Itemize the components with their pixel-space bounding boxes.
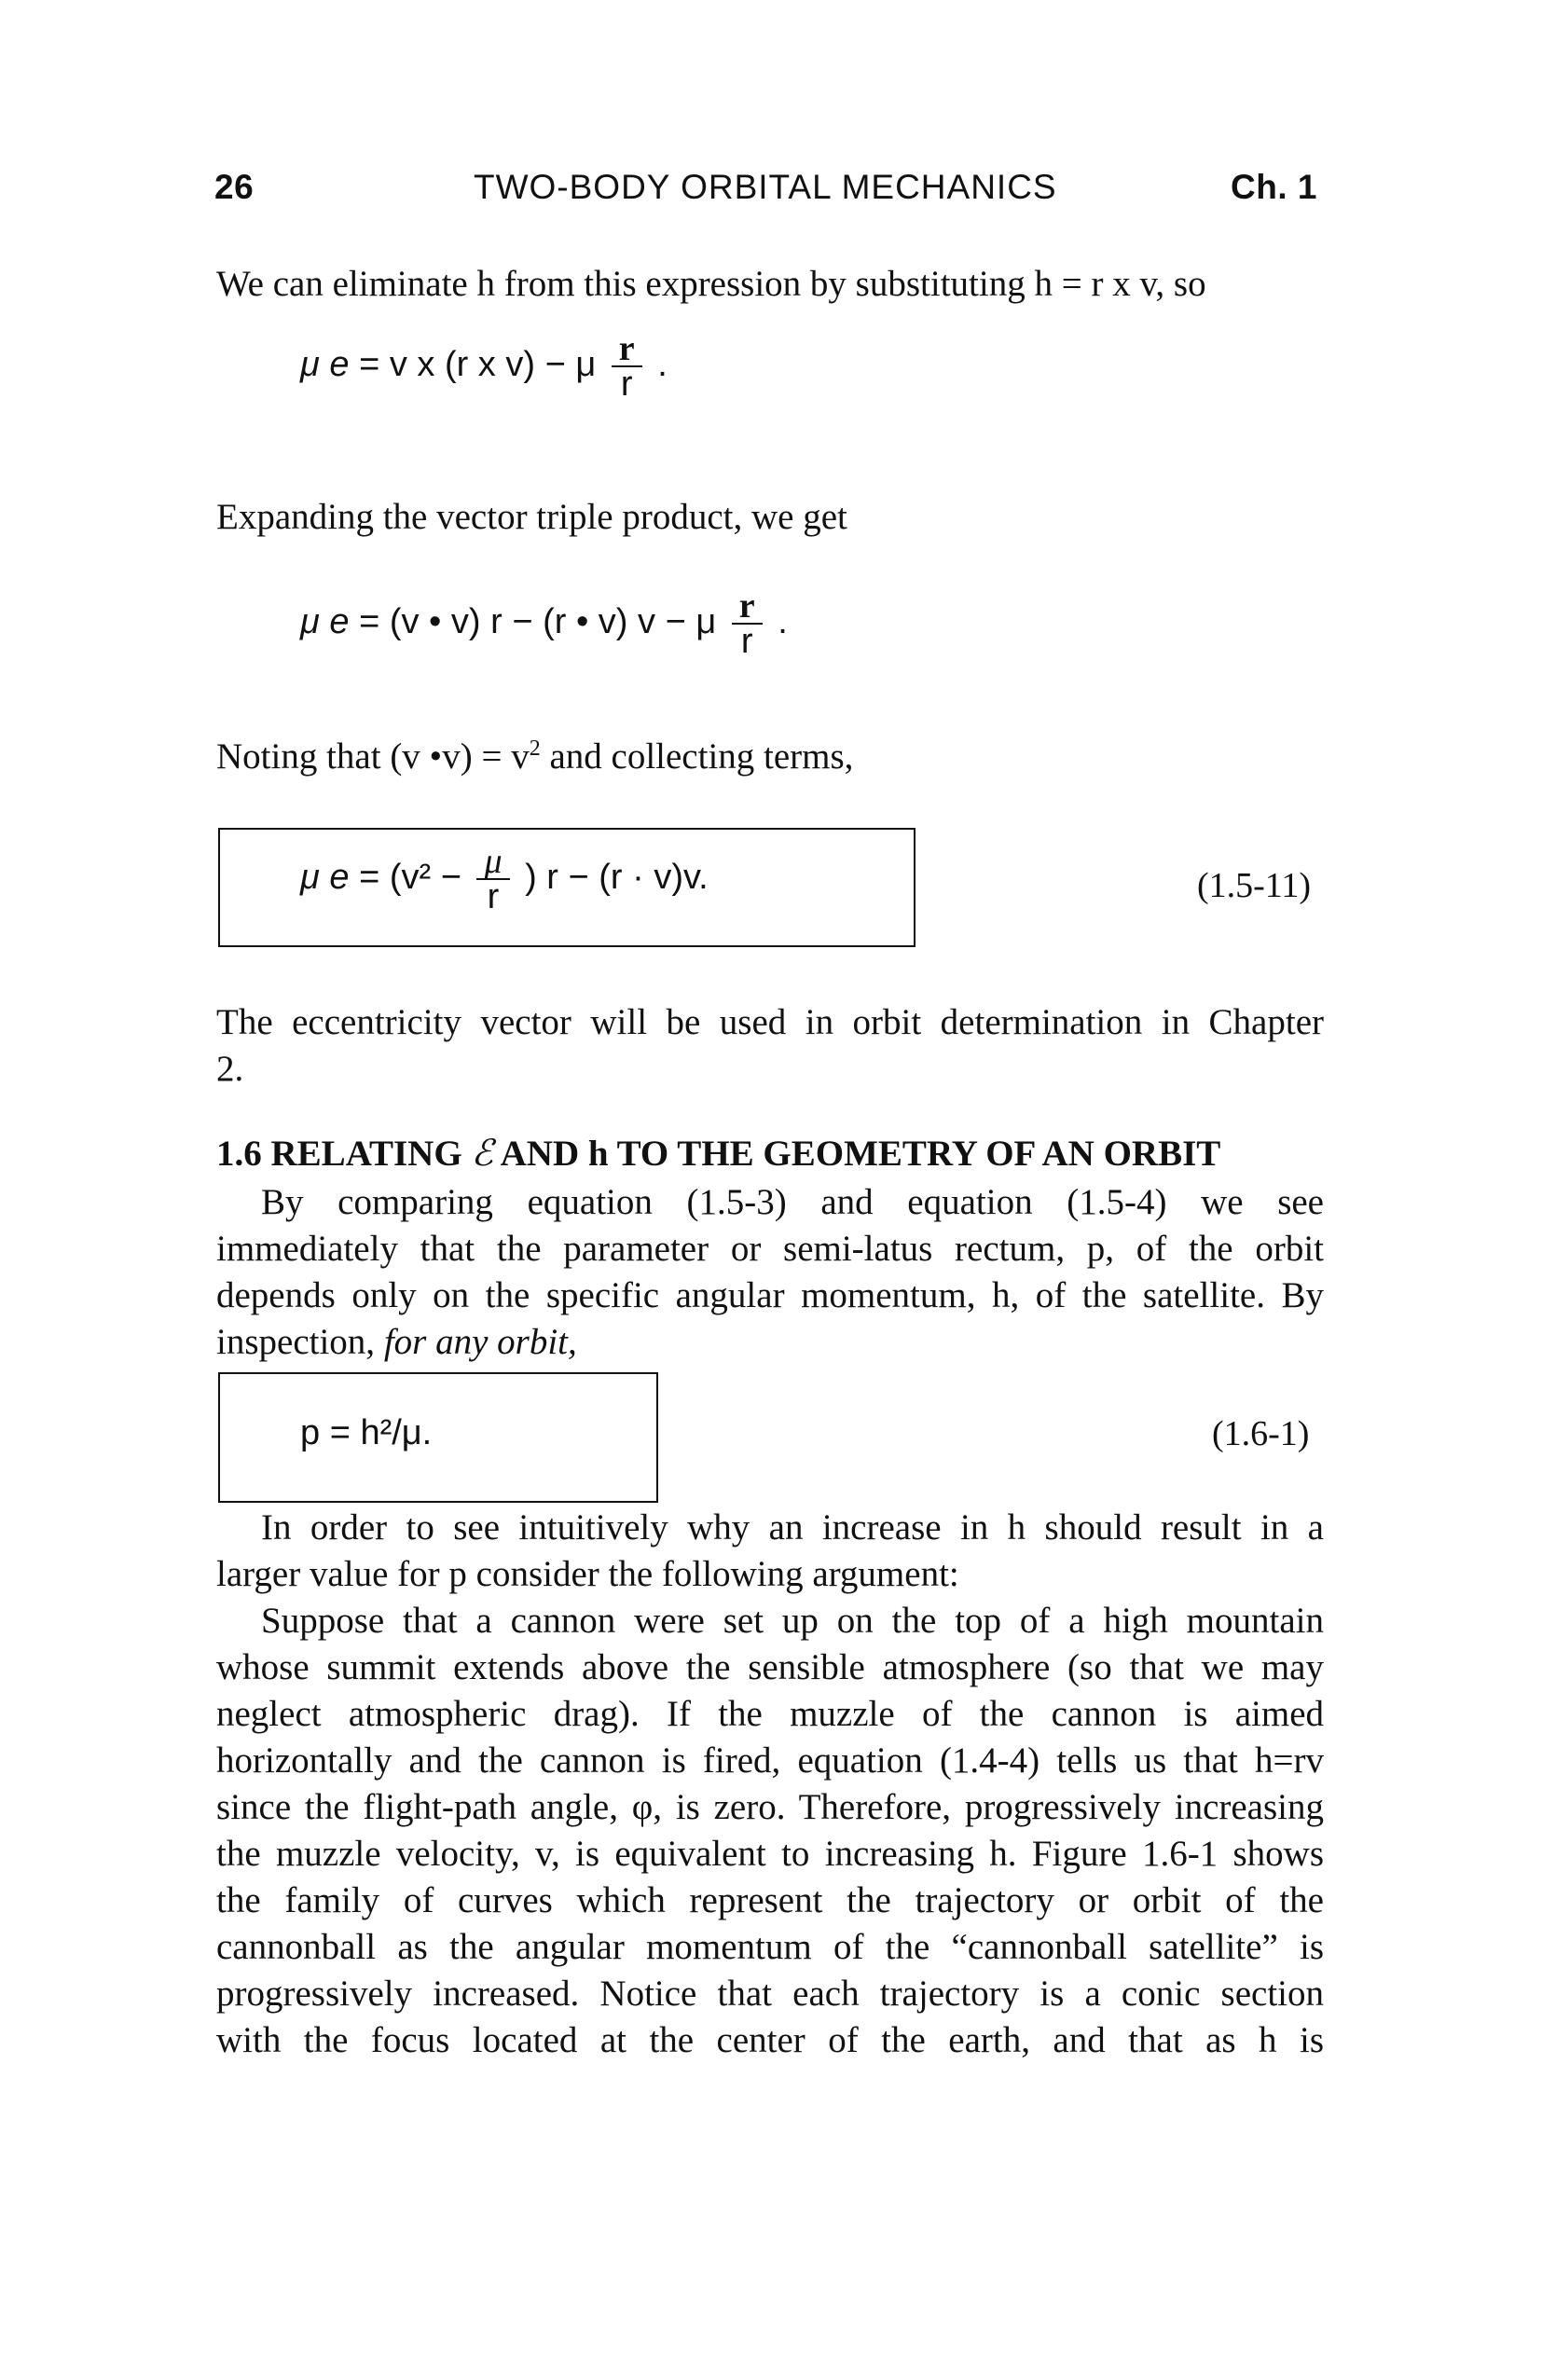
- equation-eccentricity-vector: [300, 842, 709, 916]
- p5-last-pre: inspection,: [216, 1322, 384, 1362]
- eq-b-frac-den: r: [740, 622, 753, 661]
- section-heading-1-6: [216, 1133, 1220, 1175]
- chapter-label: Ch. 1: [1231, 168, 1317, 206]
- p7-line-6: the muzzle velocity, v, is equivalent to increasing h. Figure 1.6-1 shows: [216, 1834, 1324, 1874]
- eq-a-tail: .: [657, 345, 668, 385]
- section-energy-symbol: ℰ: [471, 1134, 494, 1174]
- p7-line-7: the family of curves which represent the trajectory or orbit of the: [216, 1880, 1324, 1920]
- p5-line-2: immediately that the parameter or semi-latus rectum, p, of the orbit: [216, 1229, 1324, 1269]
- p3-post: and collecting terms,: [540, 736, 854, 777]
- equation-number-1-6-1: (1.6-1): [1212, 1414, 1310, 1453]
- equation-triple-product: [300, 586, 788, 661]
- p7-line-4: horizontally and the cannon is fired, equation (1.4-4) tells us that h=rv: [216, 1740, 1324, 1781]
- p7-line-2: whose summit extends above the sensible atmosphere (so that we may: [216, 1647, 1324, 1687]
- p4-line-2: 2.: [216, 1049, 244, 1089]
- eq-b-fraction: [732, 586, 763, 661]
- eq-c-pre: = (v² −: [359, 858, 461, 898]
- running-title: TWO-BODY ORBITAL MECHANICS: [474, 168, 1057, 206]
- p5-last-emphasis: for any orbit,: [383, 1322, 577, 1362]
- p7-line-9: progressively increased. Notice that each trajectory is a conic section: [216, 1974, 1324, 2014]
- eq-b-body: = (v • v) r − (r • v) v − μ: [359, 602, 717, 642]
- page-number: 26: [214, 168, 255, 206]
- section-title-pre: RELATING: [270, 1134, 462, 1174]
- eq-b-frac-num: r: [732, 589, 763, 625]
- paragraph-eccentricity-usage: [216, 999, 1324, 1093]
- section-title-post: AND h TO THE GEOMETRY OF AN ORBIT: [500, 1134, 1221, 1174]
- p5-line-1: By comparing equation (1.5-3) and equation (1.5-4) we see: [261, 1182, 1324, 1222]
- paragraph-comparing: [216, 1179, 1324, 1366]
- p6-line-1: In order to see intuitively why an increase in h should result in a: [261, 1507, 1324, 1548]
- eq-a-frac-num: r: [612, 332, 642, 367]
- eq-a-frac-den: r: [620, 365, 633, 404]
- p3-pre: Noting that (v •v) = v: [216, 736, 530, 777]
- paragraph-cannon: [216, 1598, 1324, 2064]
- eq-c-lhs: μ e: [300, 858, 350, 898]
- eq-c-frac-den: r: [487, 877, 500, 916]
- eq-b-lhs: μ e: [300, 602, 350, 642]
- p5-line-4: [216, 1319, 1324, 1366]
- p7-line-5: since the flight-path angle, φ, is zero. Therefore, progressively increasing: [216, 1787, 1324, 1827]
- eq-a-fraction: [612, 329, 642, 404]
- p7-line-10: with the focus located at the center of the earth, and that as h is: [216, 2020, 1324, 2060]
- eq-b-tail: .: [778, 602, 788, 642]
- p7-line-1: Suppose that a cannon were set up on the top of a high mountain: [261, 1601, 1324, 1641]
- eq-a-body: = v x (r x v) − μ: [359, 345, 597, 385]
- paragraph-intuition: [216, 1505, 1324, 1598]
- equation-box-1-6-1: [218, 1372, 658, 1503]
- eq-c-fraction: [476, 842, 509, 916]
- equation-number-1-5-11: (1.5-11): [1197, 866, 1312, 905]
- eq-a-lhs: μ e: [300, 345, 350, 385]
- p7-line-3: neglect atmospheric drag). If the muzzle of the cannon is aimed: [216, 1694, 1324, 1734]
- p5-line-3: depends only on the specific angular momentum, h, of the satellite. By: [216, 1275, 1324, 1315]
- paragraph-expanding: Expanding the vector triple product, we get: [216, 497, 847, 537]
- equation-eccentricity-cross: [300, 329, 668, 404]
- p6-line-2: larger value for p consider the following argument:: [216, 1554, 959, 1594]
- paragraph-noting: [216, 725, 1324, 780]
- eq-c-frac-num: μ: [476, 845, 509, 880]
- eq-c-post: ) r − (r · v)v.: [525, 858, 709, 898]
- p4-line-1: The eccentricity vector will be used in orbit determination in Chapter: [216, 1002, 1324, 1042]
- paragraph-eliminate-h: We can eliminate h from this expression by substituting h = r x v, so: [216, 264, 1206, 304]
- p3-superscript: 2: [529, 736, 541, 761]
- p7-line-8: cannonball as the angular momentum of the “cannonball satellite” is: [216, 1927, 1324, 1967]
- section-number: 1.6: [216, 1134, 262, 1174]
- equation-parameter: p = h²/μ.: [300, 1413, 433, 1452]
